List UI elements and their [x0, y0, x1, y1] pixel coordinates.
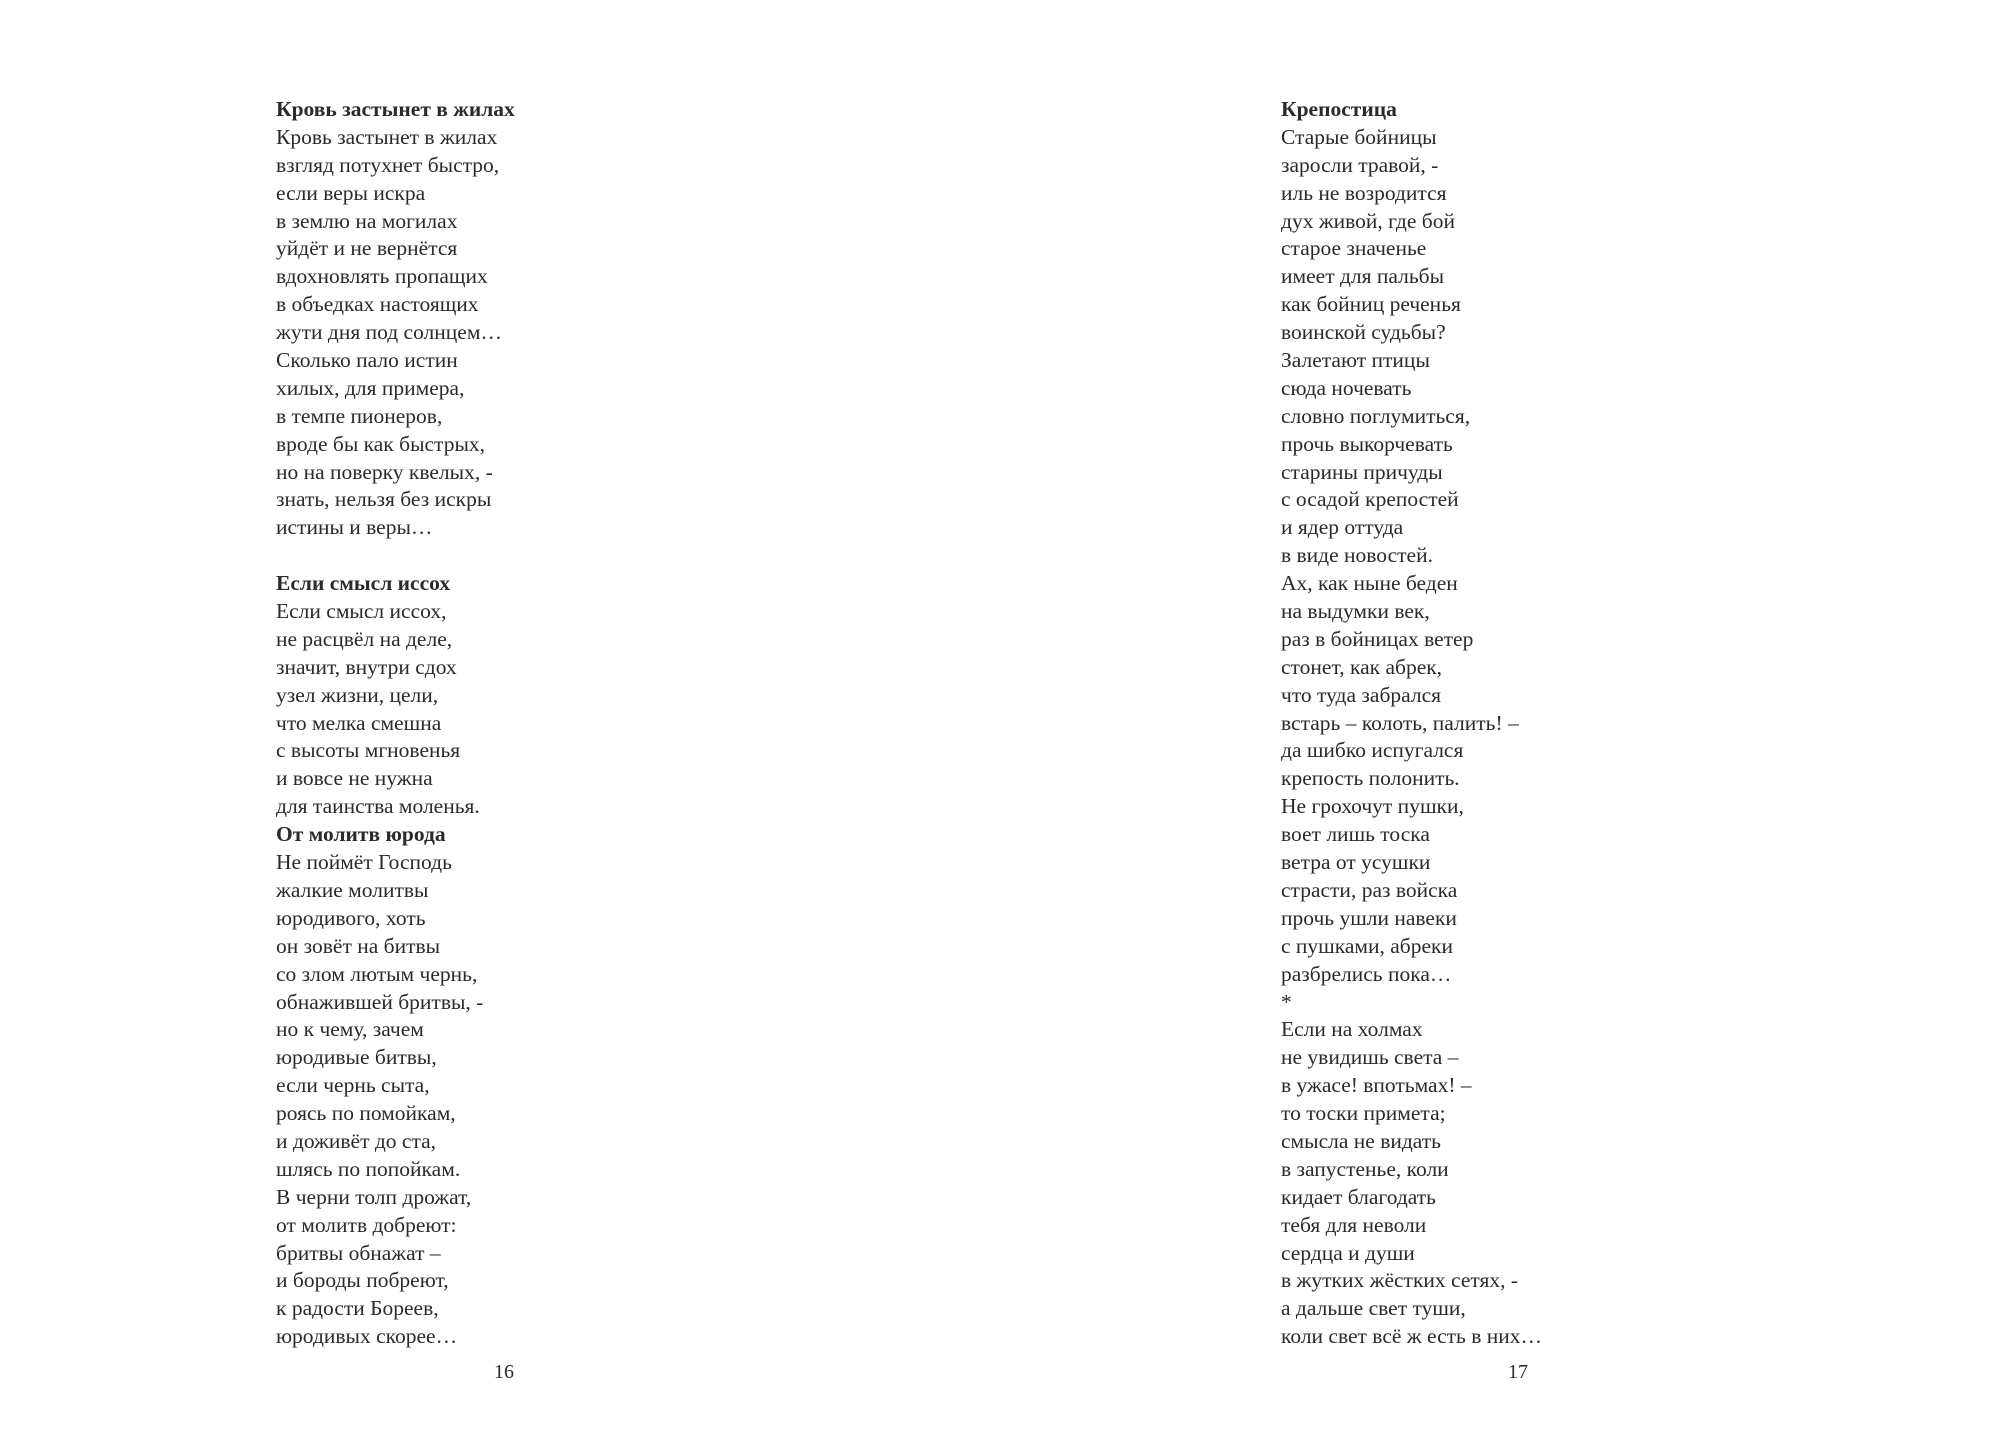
poem-line: но к чему, зачем [276, 1017, 424, 1042]
poem-line: жути дня под солнцем… [276, 320, 502, 345]
poem-title: Крепостица [1281, 97, 1397, 121]
poem-line: старое значенье [1281, 236, 1427, 261]
page-number: 16 [494, 1361, 514, 1383]
poem-line: взгляд потухнет быстро, [276, 152, 500, 177]
poem-line: узел жизни, цели, [276, 682, 439, 707]
poem-line: на выдумки век, [1281, 599, 1430, 624]
poem-line: Если смысл иссох, [276, 599, 447, 624]
poem-line: смысла не видать [1281, 1128, 1441, 1153]
page-number: 17 [1508, 1361, 1528, 1383]
poem-line: с осадой крепостей [1281, 487, 1459, 512]
poem-line: стонет, как абрек, [1281, 654, 1443, 679]
poem-line: вдохновлять пропащих [276, 264, 488, 289]
poem-title: Кровь застынет в жилах [276, 97, 515, 121]
right-page [1000, 0, 2000, 1441]
poem-line: шлясь по попойкам. [276, 1156, 461, 1181]
poem-line: юродивые битвы, [276, 1045, 437, 1070]
poem-line: да шибко испугался [1281, 738, 1464, 763]
poem-line: юродивых скорее… [276, 1324, 458, 1349]
poem-line: и бороды побреют, [276, 1268, 449, 1293]
poem-line: юродивого, хоть [276, 905, 426, 930]
stanza-gap [276, 542, 515, 570]
poem-line: коли свет всё ж есть в них… [1281, 1324, 1543, 1349]
poem-line: и ядер оттуда [1281, 515, 1404, 540]
poem-line: с высоты мгновенья [276, 738, 461, 763]
poem-line: не увидишь света – [1281, 1045, 1459, 1070]
poem-line: а дальше свет туши, [1281, 1296, 1466, 1321]
poem-line: словно поглумиться, [1281, 403, 1471, 428]
poem-line: в объедках настоящих [276, 292, 479, 317]
poem-title: От молитв юрода [276, 822, 446, 847]
poem-line: кидает благодать [1281, 1184, 1436, 1209]
poem-line: В черни толп дрожат, [276, 1184, 472, 1209]
poem-line: страсти, раз войска [1281, 877, 1458, 902]
poem-line: то тоски примета; [1281, 1101, 1446, 1126]
poem-line: имеет для пальбы [1281, 264, 1445, 289]
poem-line: иль не возродится [1281, 180, 1447, 205]
asterisk-separator: * [1281, 989, 1292, 1014]
poem-line: в темпе пионеров, [276, 403, 443, 428]
poem-line: в виде новостей. [1281, 543, 1433, 568]
poem-line: в жутких жёстких сетях, - [1281, 1268, 1519, 1293]
poem-line: Не грохочут пушки, [1281, 794, 1464, 819]
poem-line: что туда забрался [1281, 682, 1442, 707]
poem-line: вроде бы как быстрых, [276, 431, 486, 456]
poem-title: Если смысл иссох [276, 571, 451, 596]
poem-line: разбрелись пока… [1281, 961, 1452, 986]
poem-line: старины причуды [1281, 459, 1443, 484]
poem-line: к радости Бореев, [276, 1296, 439, 1321]
poem-line: если веры искра [276, 180, 426, 205]
poem-line: в землю на могилах [276, 208, 458, 233]
poem-line: для таинства моленья. [276, 794, 480, 819]
poem-line: в ужасе! впотьмах! – [1281, 1073, 1472, 1098]
poem-line: Кровь застынет в жилах [276, 124, 498, 149]
poem-line: бритвы обнажат – [276, 1240, 441, 1265]
poem-line: сюда ночевать [1281, 375, 1412, 400]
right-page-text [1281, 96, 1542, 1351]
poem-line: обнажившей бритвы, - [276, 989, 484, 1014]
poem-line: Ах, как ныне беден [1281, 571, 1458, 596]
poem-line: крепость полонить. [1281, 766, 1460, 791]
poem-line: уйдёт и не вернётся [276, 236, 458, 261]
poem-line: с пушками, абреки [1281, 933, 1453, 958]
poem-line: как бойниц реченья [1281, 292, 1461, 317]
poem-line: значит, внутри сдох [276, 654, 457, 679]
poem-line: в запустенье, коли [1281, 1156, 1449, 1181]
poem-line: Сколько пало истин [276, 348, 458, 373]
poem-line: ветра от усушки [1281, 850, 1431, 875]
poem-line: роясь по помойкам, [276, 1101, 456, 1126]
poem-line: встарь – колоть, палить! – [1281, 710, 1519, 735]
poem-line: раз в бойницах ветер [1281, 626, 1474, 651]
poem-line: но на поверку квелых, - [276, 459, 493, 484]
poem-line: Не поймёт Господь [276, 850, 452, 875]
poem-line: прочь ушли навеки [1281, 905, 1457, 930]
poem-line: знать, нельзя без искры [276, 487, 492, 512]
poem-line: истины и веры… [276, 515, 433, 540]
poem-line: заросли травой, - [1281, 152, 1439, 177]
poem-line: и вовсе не нужна [276, 766, 433, 791]
poem-line: воинской судьбы? [1281, 320, 1446, 345]
poem-line: и доживёт до ста, [276, 1128, 437, 1153]
poem-line: Если на холмах [1281, 1017, 1423, 1042]
poem-line: воет лишь тоска [1281, 822, 1430, 847]
poem-line: прочь выкорчевать [1281, 431, 1453, 456]
poem-line: от молитв добреют: [276, 1212, 457, 1237]
poem-line: Старые бойницы [1281, 124, 1437, 149]
poem-line: тебя для неволи [1281, 1212, 1427, 1237]
poem-line: Залетают птицы [1281, 348, 1430, 373]
left-page-text [276, 96, 515, 1351]
poem-line: жалкие молитвы [276, 877, 429, 902]
poem-line: что мелка смешна [276, 710, 442, 735]
poem-line: дух живой, где бой [1281, 208, 1455, 233]
poem-line: со злом лютым чернь, [276, 961, 478, 986]
poem-line: он зовёт на битвы [276, 933, 441, 958]
poem-line: не расцвёл на деле, [276, 626, 453, 651]
poem-line: сердца и души [1281, 1240, 1415, 1265]
poem-line: если чернь сыта, [276, 1073, 430, 1098]
poem-line: хилых, для примера, [276, 375, 465, 400]
